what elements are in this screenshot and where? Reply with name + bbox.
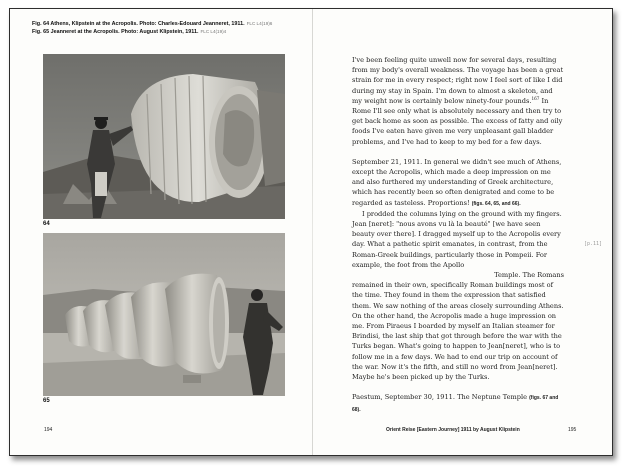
paragraph (352, 55, 564, 147)
caption-fig-65-ref: FLC L4(19)4 (200, 29, 227, 34)
caption-fig-65 (32, 28, 312, 36)
paragraph: I prodded the columns lying on the ground with my fingers. Jean [neret]: "nous avons vu là la beauté" [we have seen beauty over there]. I dragged myself up to the Acropolis every day. What a pathetic spirit emanates, in contrast, from the Roman-Greek buildings, particularly those in Pompeii. For example, the foot from the Apollo (352, 209, 562, 269)
caption-fig-65-text: Fig. 65 Jeanneret at the Acropolis. Photo: August Klipstein, 1911. (32, 29, 199, 35)
caption-fig-64-text: Fig. 64 Athens, Klipstein at the Acropolis. Photo: Charles-Edouard Jeanneret, 1911. (32, 21, 245, 27)
caption-fig-64 (32, 20, 312, 28)
photo-jeanneret-acropolis (43, 233, 285, 396)
caption-fig-64-ref: FLC L4(19)6 (246, 21, 273, 26)
running-head: Orient Reise [Eastern Journey] 1911 by August Klipstein (386, 427, 520, 433)
book-spread (9, 8, 613, 456)
paragraph: remained in their own, specifically Roman buildings most of the time. They found in them the expression that satisfied them. We saw nothing of the areas closely surrounding Athens. On the other hand, the Acropolis made a huge impression on me. From Piraeus I boarded by myself an Italian steamer for Brindisi, the last ship that got through before the war with the Turks began. What's going to happen to Jean[neret], who is to follow me in a few days. We had to end our trip on account of the war. Now it's the fifth, and still no word from Jean[neret]. Maybe he's been picked up by the Turks. (352, 281, 564, 382)
photo-klipstein-acropolis (43, 54, 285, 219)
book-gutter (312, 9, 313, 455)
text-span: In Rome I'll see only what is absolutely necessary and then try to get back home as soon as possible. The excess of fatty and oily foods I've eaten have given me very unpleasant gall bladder problems, and I've had to keep to my bed for a few days. (352, 96, 563, 146)
paragraph (352, 392, 564, 414)
figure-reference: (figs. 64, 65, and 66). (471, 200, 521, 207)
paragraph (352, 157, 564, 209)
footnote-marker: 167 (531, 95, 540, 101)
figure-reference: (figs. 67 and 68). (352, 395, 559, 413)
paragraph-gap (352, 147, 564, 157)
page-number-right: 195 (568, 427, 577, 433)
figure-captions (32, 20, 312, 36)
margin-page-reference: [p.11] (584, 241, 603, 247)
figure-number-65: 65 (43, 398, 50, 404)
paragraph-continuation: Temple. The Romans (494, 271, 564, 280)
page-number-left: 194 (44, 427, 53, 433)
text-span: September 21, 1911. In general we didn't see much of Athens, except the Acropolis, which made a deep impression on me and also furthered my understanding of Greek architecture, which has recently been so often denigrated and come to be regarded as tasteless. Proportions! (352, 157, 562, 207)
text-span: Paestum, September 30, 1911. The Neptune Temple (352, 393, 530, 402)
figure-number-64: 64 (43, 221, 50, 227)
paragraph-gap (352, 382, 564, 392)
text-span: I've been feeling quite unwell now for several days, resulting from my body's overall weakness. The voyage has been a great strain for me in every respect; right now I feel sort of like I did during my stay in Spain. I'm down to almost a skeleton, and my weight now is certainly below ninety-four pounds. (352, 56, 564, 105)
body-text (352, 55, 564, 415)
